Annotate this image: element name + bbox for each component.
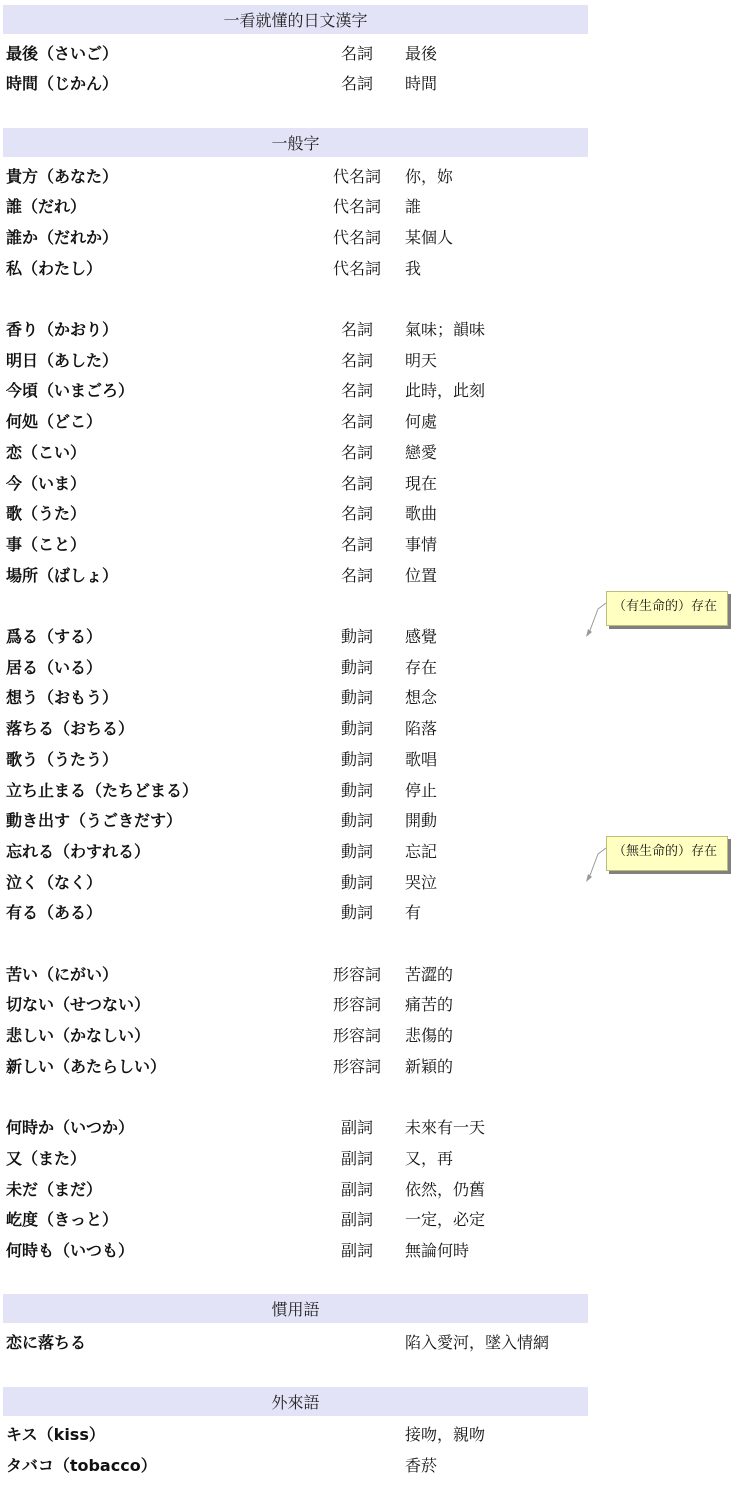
japanese-word: 事（こと） (6, 534, 87, 554)
japanese-word: 最後（さいご） (6, 43, 119, 63)
part-of-speech: 動詞 (340, 872, 373, 892)
vocab-row (0, 895, 740, 926)
japanese-word: 苦い（にがい） (6, 964, 119, 984)
section-header: 一看就懂的日文漢字 (3, 5, 588, 35)
part-of-speech: 名詞 (340, 442, 373, 462)
chinese-meaning: 我 (405, 258, 422, 278)
japanese-word: 想う（おもう） (6, 688, 119, 708)
part-of-speech: 副詞 (340, 1210, 373, 1230)
vocab-row (0, 957, 740, 988)
part-of-speech: 動詞 (340, 657, 373, 677)
vocab-row (0, 650, 740, 681)
chinese-meaning: 最後 (405, 43, 438, 63)
vocab-row (0, 404, 740, 435)
part-of-speech: 副詞 (340, 1148, 373, 1168)
part-of-speech: 動詞 (340, 903, 373, 923)
part-of-speech: 代名詞 (332, 166, 381, 186)
vocab-row (0, 1325, 740, 1356)
part-of-speech: 名詞 (340, 504, 373, 524)
part-of-speech: 形容詞 (332, 964, 381, 984)
japanese-word: 爲る（する） (6, 627, 103, 646)
chinese-meaning: 開動 (405, 811, 438, 831)
section-header: 外來語 (3, 1387, 588, 1417)
chinese-meaning: 感覺 (405, 627, 438, 646)
part-of-speech: 動詞 (340, 780, 373, 800)
chinese-meaning: 現在 (405, 473, 438, 493)
japanese-word: 立ち止まる（たちどまる） (6, 780, 199, 800)
part-of-speech: 動詞 (340, 749, 373, 769)
vocab-row (0, 251, 740, 282)
chinese-meaning: 事情 (405, 534, 438, 554)
chinese-meaning: 香菸 (405, 1455, 438, 1475)
vocab-row (0, 1018, 740, 1049)
part-of-speech: 名詞 (340, 74, 373, 94)
vocab-row (0, 36, 740, 67)
japanese-word: 歌（うた） (6, 504, 87, 524)
vocab-row (0, 711, 740, 742)
part-of-speech: 形容詞 (332, 995, 381, 1015)
chinese-meaning: 你，妳 (405, 166, 454, 186)
japanese-word: 何処（どこ） (6, 412, 103, 432)
part-of-speech: 動詞 (340, 688, 373, 708)
part-of-speech: 名詞 (340, 320, 373, 339)
chinese-meaning: 何處 (405, 412, 438, 432)
chinese-meaning: 忘記 (405, 841, 438, 861)
vocab-row (0, 1202, 740, 1233)
part-of-speech: 代名詞 (332, 197, 381, 217)
part-of-speech: 名詞 (340, 381, 373, 401)
japanese-word: 今（いま） (6, 473, 87, 493)
japanese-word: 歌う（うたう） (6, 749, 119, 769)
vocab-row (0, 189, 740, 220)
chinese-meaning: 苦澀的 (405, 964, 454, 984)
japanese-word: 未だ（まだ） (6, 1179, 103, 1199)
chinese-meaning: 有 (405, 903, 422, 923)
part-of-speech: 動詞 (340, 719, 373, 739)
japanese-word: 又（また） (6, 1148, 87, 1168)
japanese-word: 時間（じかん） (6, 74, 119, 94)
part-of-speech: 形容詞 (332, 1026, 381, 1046)
chinese-meaning: 痛苦的 (405, 995, 454, 1015)
japanese-word: 新しい（あたらしい） (6, 1056, 167, 1076)
vocab-row (0, 220, 740, 251)
chinese-meaning: 陷落 (405, 719, 438, 739)
chinese-meaning: 無論何時 (405, 1241, 470, 1260)
part-of-speech: 代名詞 (332, 227, 381, 247)
japanese-word: 居る（いる） (6, 657, 103, 677)
japanese-word: 屹度（きっと） (6, 1210, 119, 1230)
cell-comment: （無生命的）存在 (606, 836, 728, 871)
japanese-word: 誰（だれ） (6, 197, 87, 217)
vocab-row (0, 1172, 740, 1203)
japanese-word: 私（わたし） (6, 258, 103, 278)
chinese-meaning: 歌曲 (405, 504, 438, 524)
chinese-meaning: 存在 (405, 657, 438, 677)
vocab-row (0, 343, 740, 374)
part-of-speech: 代名詞 (332, 258, 381, 278)
vocab-row (0, 1141, 740, 1172)
vocab-row (0, 66, 740, 97)
vocab-row (0, 680, 740, 711)
vocab-row (0, 496, 740, 527)
japanese-word: 場所（ばしょ） (6, 565, 119, 585)
part-of-speech: 名詞 (340, 473, 373, 493)
chinese-meaning: 某個人 (405, 227, 454, 247)
japanese-word: 落ちる（おちる） (6, 719, 135, 739)
vocab-row (0, 987, 740, 1018)
chinese-meaning: 氣味；韻味 (405, 320, 486, 339)
japanese-word: タバコ（tobacco） (6, 1455, 157, 1475)
japanese-word: 何時か（いつか） (6, 1118, 135, 1138)
japanese-word: 悲しい（かなしい） (6, 1026, 151, 1046)
part-of-speech: 名詞 (340, 43, 373, 63)
japanese-word: 明日（あした） (6, 350, 119, 370)
chinese-meaning: 又，再 (405, 1148, 454, 1168)
part-of-speech: 形容詞 (332, 1056, 381, 1076)
chinese-meaning: 接吻，親吻 (405, 1425, 486, 1445)
chinese-meaning: 停止 (405, 780, 438, 800)
japanese-word: 忘れる（わすれる） (6, 841, 151, 861)
part-of-speech: 副詞 (340, 1241, 373, 1260)
part-of-speech: 動詞 (340, 627, 373, 646)
vocab-row (0, 558, 740, 589)
japanese-word: 有る（ある） (6, 903, 103, 923)
vocab-row (0, 803, 740, 834)
part-of-speech: 副詞 (340, 1179, 373, 1199)
chinese-meaning: 哭泣 (405, 872, 438, 892)
chinese-meaning: 一定，必定 (405, 1210, 486, 1230)
chinese-meaning: 陷入愛河，墜入情網 (405, 1333, 550, 1353)
japanese-word: 恋に落ちる (6, 1333, 87, 1353)
japanese-word: 貴方（あなた） (6, 166, 119, 186)
part-of-speech: 動詞 (340, 811, 373, 831)
chinese-meaning: 戀愛 (405, 442, 438, 462)
japanese-word: 今頃（いまごろ） (6, 381, 135, 401)
japanese-word: 切ない（せつない） (6, 995, 151, 1015)
chinese-meaning: 時間 (405, 74, 438, 94)
part-of-speech: 名詞 (340, 412, 373, 432)
japanese-word: 動き出す（うごきだす） (6, 811, 183, 831)
japanese-word: 泣く（なく） (6, 872, 103, 892)
japanese-word: 香り（かおり） (6, 320, 119, 339)
vocab-row (0, 1233, 740, 1264)
vocab-row (0, 466, 740, 497)
vocab-row (0, 1110, 740, 1141)
part-of-speech: 名詞 (340, 534, 373, 554)
section-header: 一般字 (3, 128, 588, 158)
vocab-row (0, 527, 740, 558)
chinese-meaning: 歌唱 (405, 749, 438, 769)
chinese-meaning: 誰 (405, 197, 422, 217)
vocab-row (0, 373, 740, 404)
chinese-meaning: 未來有一天 (405, 1118, 486, 1138)
vocab-row (0, 1049, 740, 1080)
japanese-word: 誰か（だれか） (6, 227, 119, 247)
vocab-row (0, 159, 740, 190)
part-of-speech: 名詞 (340, 565, 373, 585)
japanese-word: 恋（こい） (6, 442, 87, 462)
chinese-meaning: 新穎的 (405, 1056, 454, 1076)
section-header: 慣用語 (3, 1294, 588, 1324)
part-of-speech: 動詞 (340, 841, 373, 861)
comment-pointer (584, 603, 608, 639)
comment-pointer (584, 848, 608, 884)
vocab-row (0, 1448, 740, 1479)
chinese-meaning: 想念 (405, 688, 438, 708)
part-of-speech: 名詞 (340, 350, 373, 370)
vocab-row (0, 1417, 740, 1448)
cell-comment: （有生命的）存在 (606, 591, 728, 626)
vocab-row (0, 742, 740, 773)
part-of-speech: 副詞 (340, 1118, 373, 1138)
vocab-row (0, 435, 740, 466)
japanese-word: キス（kiss） (6, 1425, 105, 1445)
chinese-meaning: 依然，仍舊 (405, 1179, 486, 1199)
vocab-row (0, 773, 740, 804)
chinese-meaning: 此時，此刻 (405, 381, 486, 401)
vocab-row (0, 312, 740, 343)
chinese-meaning: 明天 (405, 350, 438, 370)
chinese-meaning: 悲傷的 (405, 1026, 454, 1046)
japanese-word: 何時も（いつも） (6, 1241, 135, 1260)
chinese-meaning: 位置 (405, 565, 438, 585)
